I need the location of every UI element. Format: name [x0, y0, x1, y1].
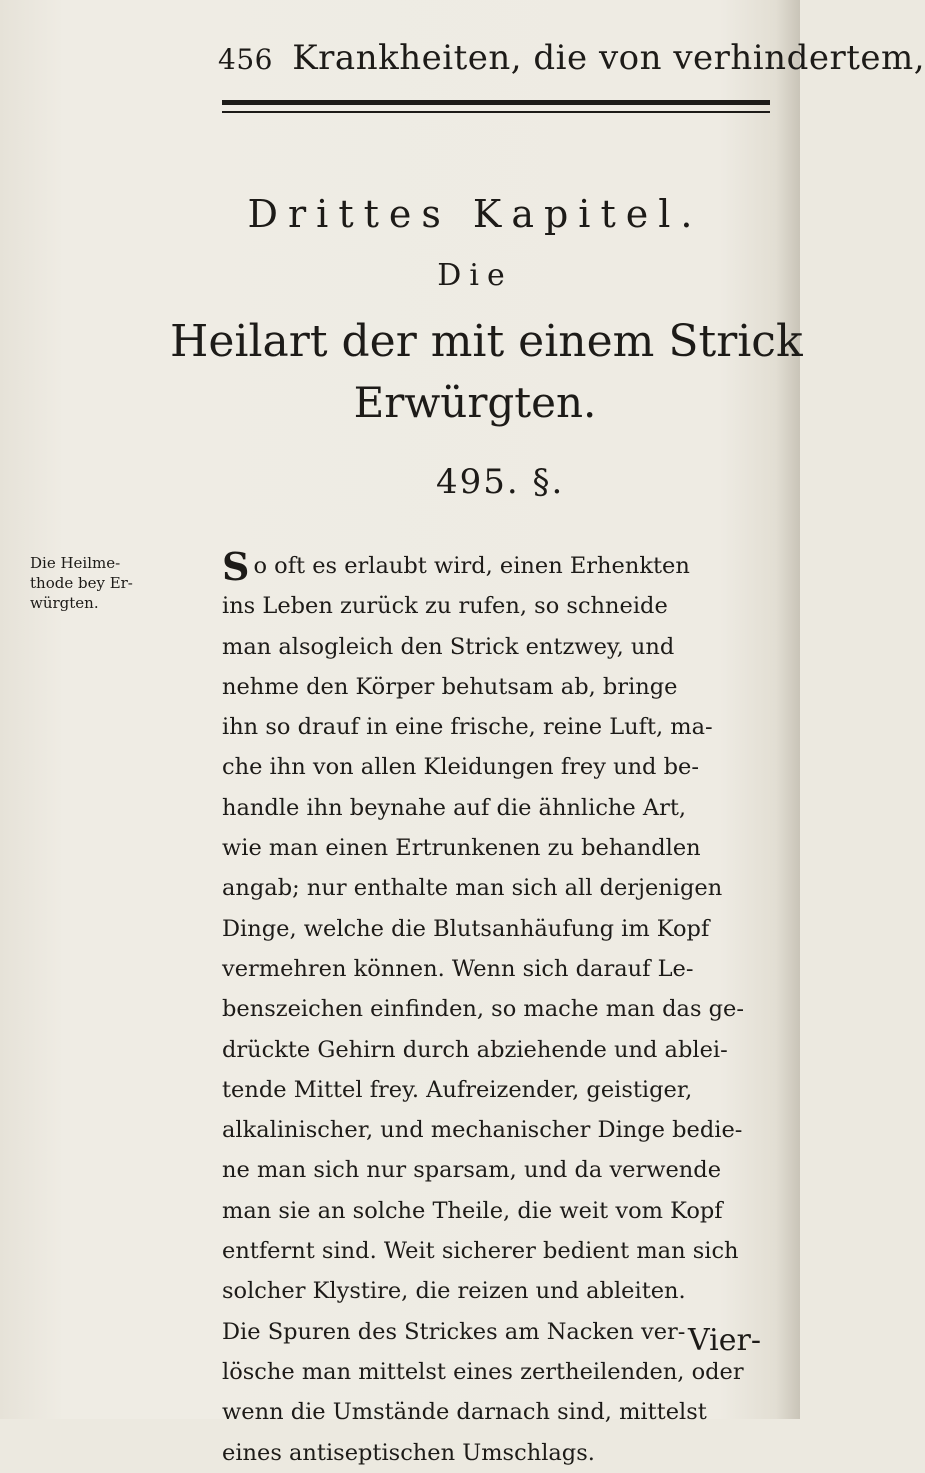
text-line: ins Leben zurück zu rufen, so schneide — [222, 593, 668, 620]
text-line: eines antiseptischen Umschlags. — [222, 1439, 595, 1466]
text-line: ne man sich nur sparsam, und da verwende — [222, 1157, 722, 1184]
running-title: Krankheiten, die von verhindertem, — [292, 38, 925, 78]
running-head — [218, 38, 925, 78]
chapter-article: Die — [437, 258, 513, 293]
text-line: wie man einen Ertrunkenen zu behandlen — [222, 835, 701, 862]
text-line: entfernt sind. Weit sicherer bedient man sich — [222, 1238, 739, 1265]
text-line: angab; nur enthalte man sich all derjenigen — [222, 875, 723, 902]
chapter-heading: Drittes Kapitel. — [247, 192, 703, 236]
margin-note-line: thode bey Er- — [30, 574, 133, 592]
chapter-title-line2: Erwürgten. — [353, 378, 597, 427]
header-rule-thick — [222, 100, 770, 105]
text-line: che ihn von allen Kleidungen frey und be- — [222, 754, 699, 781]
text-line: wenn die Umstände darnach sind, mittelst — [222, 1399, 707, 1426]
text-line: So oft es erlaubt wird, einen Erhenkten — [222, 544, 690, 589]
catchword: Vier- — [688, 1323, 761, 1358]
text-line: nehme den Körper behutsam ab, bringe — [222, 673, 678, 700]
text-line: alkalinischer, und mechanischer Dinge bedie- — [222, 1117, 743, 1144]
text-line: man alsogleich den Strick entzwey, und — [222, 633, 675, 660]
text-line: ihn so drauf in eine frische, reine Luft, ma- — [222, 714, 713, 741]
drop-cap: S — [222, 544, 250, 589]
margin-note — [30, 553, 133, 613]
section-number: 495. §. — [436, 462, 565, 502]
text-line: man sie an solche Theile, die weit vom Kopf — [222, 1197, 723, 1224]
text-line: benszeichen einfinden, so mache man das ge- — [222, 996, 744, 1023]
text-line: lösche man mittelst eines zertheilenden, oder — [222, 1358, 744, 1385]
text-line: Dinge, welche die Blutsanhäufung im Kopf — [222, 915, 710, 942]
margin-note-line: Die Heilme- — [30, 554, 121, 572]
text-line: tende Mittel frey. Aufreizender, geistiger, — [222, 1076, 693, 1103]
text-line: solcher Klystire, die reizen und ableiten. — [222, 1278, 686, 1305]
text-line: drückte Gehirn durch abziehende und ablei- — [222, 1036, 728, 1063]
text-line: handle ihn beynahe auf die ähnliche Art, — [222, 794, 687, 821]
margin-note-line: würgten. — [30, 594, 99, 612]
page-number: 456 — [218, 43, 273, 76]
chapter-title-line1: Heilart der mit einem Strick — [170, 316, 803, 367]
text-line: vermehren können. Wenn sich darauf Le- — [222, 955, 694, 982]
header-rule-thin — [222, 111, 770, 113]
text-line: Die Spuren des Strickes am Nacken ver- — [222, 1318, 686, 1345]
